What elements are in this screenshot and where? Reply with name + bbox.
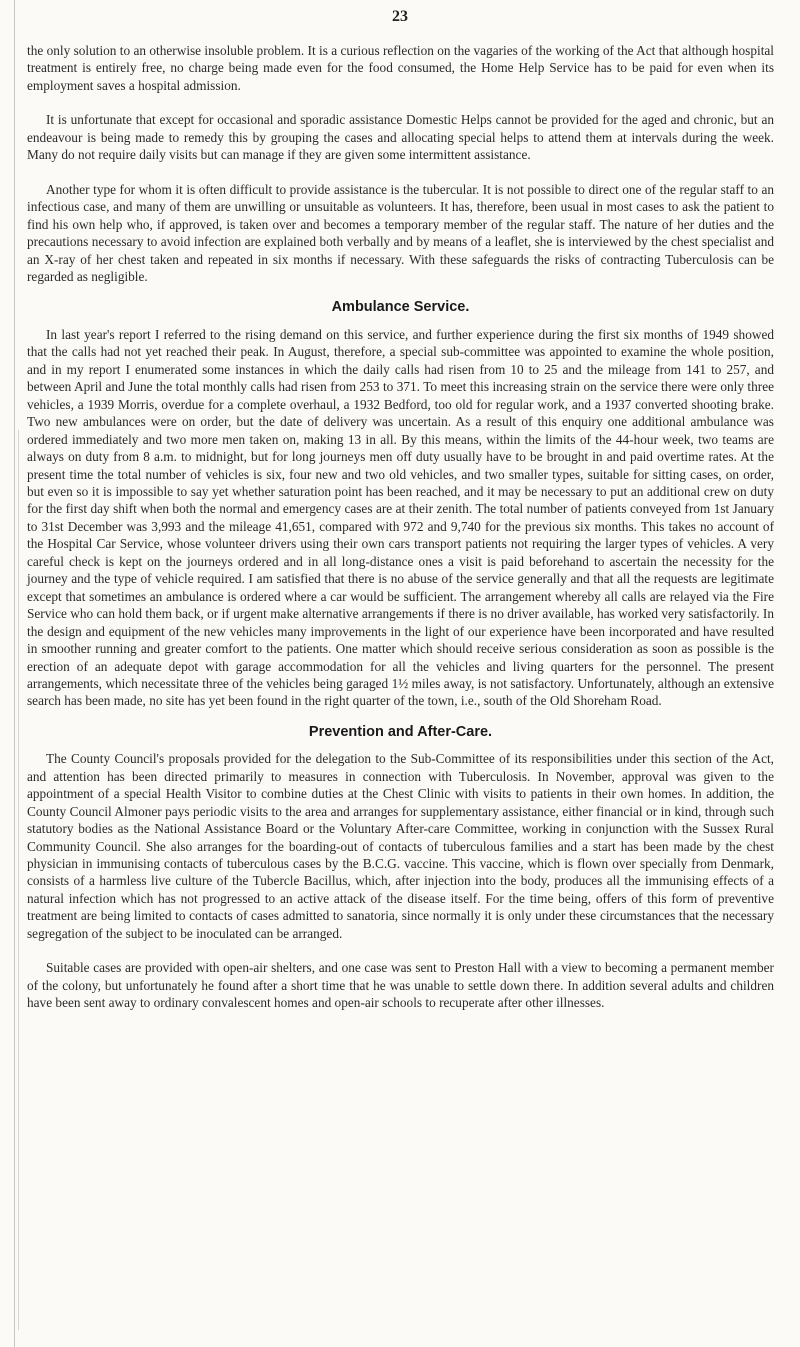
document-body xyxy=(27,42,774,1012)
page-number: 23 xyxy=(392,8,408,25)
paragraph-home-help-intro: the only solution to an otherwise insoluble problem. It is a curious reflection on the vagaries of the working of the Act that although hospital treatment is entirely free, no charge being made even for the food consumed, the Home Help Service has to be paid for even when its employment saves a hospital admission. xyxy=(27,43,774,93)
ambulance-service-heading: Ambulance Service. xyxy=(331,299,470,316)
paragraph-tubercular-assistance: Another type for whom it is often difficult to provide assistance is the tubercular. It is not possible to direct one of the regular staff to an infectious case, and many of them are unwilling or unsuitable as volunteers. It has, therefore, been usual in most cases to ask the patient to find his own help who, if approved, is taken over and becomes a temporary member of the regular staff. The nature of her duties and the precautions necessary to avoid infection are explained both verbally and by means of a leaflet, she is interviewed by the chest specialist and an X-ray of her chest taken and repeated in six months if necessary. With these safeguards the risks of contracting Tuberculosis can be regarded as negligible. xyxy=(27,181,774,284)
page-edge-shadow xyxy=(14,0,15,1347)
paragraph-ambulance-service: In last year's report I referred to the rising demand on this service, and further experience during the first six months of 1949 showed that the calls had not yet reached their peak. In August, therefore, a special sub-committee was appointed to examine the whole position, and in my report I enumerated some instances in which the daily calls had risen from 10 to 25 and the mileage from 141 to 257, and between April and June the total monthly calls had risen from 253 to 371. To meet this increasing strain on the service there were only three vehicles, a 1939 Morris, overdue for a complete overhaul, a 1932 Bedford, too old for regular work, and a 1937 converted shooting brake. Two new ambulances were on order, but the date of delivery was uncertain. As a result of this enquiry one additional ambulance was ordered immediately and two more men taken on, making 13 in all. By this means, within the limits of the 44-hour week, two teams are always on duty from 8 a.m. to midnight, but for long journeys men off duty usually have to be brought in and paid overtime rates. At the present time the total number of vehicles is six, four new and two old vehicles, and two smaller types, suitable for sitting cases, on order, but even so it is impossible to say yet whether saturation point has been reached, and it may be necessary to put an additional crew on duty for the first day shift when both the normal and emergency cases are at their zenith. The total number of patients conveyed from 1st January to 31st December was 3,993 and the mileage 41,651, compared with 972 and 9,740 for the previous six months. This takes no account of the Hospital Car Service, whose volunteer drivers using their own cars transport patients not requiring the larger types of vehicles. A very careful check is kept on the journeys ordered and in all long-distance ones a visit is paid beforehand to ascertain the necessity for the journey and the type of vehicle required. I am satisfied that there is no abuse of the service generally and that all the requests are legitimate except that sometimes an ambulance is ordered where a car would be sufficient. The arrangement whereby all calls are relayed via the Fire Service who can hold them back, or if urgent make alternative arrangements if there is no driver available, has worked very satisfactorily. In the design and equipment of the new vehicles many improvements in the light of our experience have been incorporated and have resulted in smoother running and greater comfort to the patients. One matter which should receive serious consideration as soon as possible is the erection of an adequate depot with garage accommodation for all the vehicles and living quarters for the personnel. The present arrangements, which necessitate three of the vehicles being garaged 1½ miles away, is not satisfactory. Unfortunately, although an extensive search has been made, no site has yet been found in the right quarter of the town, i.e., south of the Old Shoreham Road. xyxy=(27,326,774,709)
paragraph-domestic-helps: It is unfortunate that except for occasional and sporadic assistance Domestic Helps cannot be provided for the aged and chronic, but an endeavour is being made to remedy this by grouping the cases and allocating special helps to attend them at intervals during the week. Many do not require daily visits but can manage if they are given some intermittent assistance. xyxy=(27,112,774,163)
prevention-aftercare-heading: Prevention and After-Care. xyxy=(308,723,493,740)
paragraph-open-air-shelters: Suitable cases are provided with open-air shelters, and one case was sent to Preston Hall with a view to becoming a permanent member of the colony, but unfortunately he found after a short time that he was unable to settle down there. In addition several adults and children have been sent away to ordinary convalescent homes and open-air schools to recuperate after other illnesses. xyxy=(27,960,774,1011)
page-edge-shadow-inner xyxy=(18,430,19,1330)
paragraph-prevention-aftercare: The County Council's proposals provided for the delegation to the Sub-Committee of its responsibilities under this section of the Act, and attention has been directed primarily to measures in connection with Tuberculosis. In November, approval was given to the appointment of a special Health Visitor to combine duties at the Chest Clinic with visits to patients in their own homes. In addition, the County Council Almoner pays periodic visits to the area and arranges for supplementary assistance, either financial or in kind, through such statutory bodies as the National Assistance Board or the Voluntary After-care Committee, working in conjunction with the Sussex Rural Community Council. She also arranges for the boarding-out of contacts of tuberculous families and a start has been made by the chest physician in immunising contacts of tuberculous cases by the B.C.G. vaccine. This vaccine, which is flown over specially from Denmark, consists of a harmless live culture of the Tubercle Bacillus, which, after injection into the body, produces all the immunising effects of a natural infection which has not progressed to an active attack of the disease itself. For the time being, offers of this form of preventive treatment are being limited to contacts of cases admitted to sanatoria, since normally it is only under these circumstances that the necessary segregation of the subject to be inoculated can be arranged. xyxy=(27,751,774,941)
